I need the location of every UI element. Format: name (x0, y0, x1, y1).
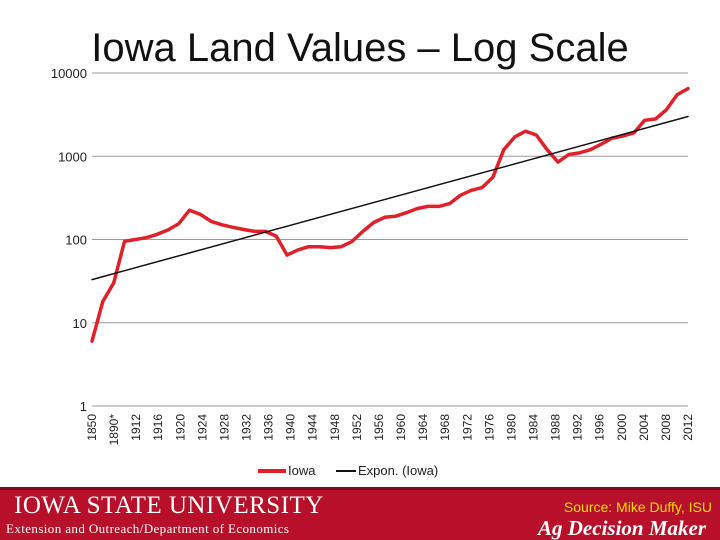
x-tick-label: 1952 (349, 414, 364, 441)
footer-bar (0, 490, 720, 540)
x-axis-ticks (85, 414, 695, 446)
slide-title: Iowa Land Values – Log Scale (91, 26, 629, 70)
x-tick-label: 1956 (371, 414, 386, 441)
series-line-iowa (92, 89, 688, 342)
y-tick-label: 10000 (50, 66, 87, 81)
x-tick-label: 1940 (283, 414, 298, 441)
x-tick-label: 1964 (416, 414, 431, 441)
department-label: Extension and Outreach/Department of Economics (6, 521, 290, 536)
x-tick-label: 2008 (658, 414, 673, 441)
legend-item-expon-label: Expon. (Iowa) (358, 463, 439, 478)
x-tick-label: 1984 (526, 414, 541, 441)
x-tick-label: 1992 (570, 414, 585, 441)
grid-lines (92, 73, 688, 406)
x-tick-label: 1928 (217, 414, 232, 441)
x-tick-label: 1890* (107, 414, 122, 446)
y-tick-label: 1000 (58, 149, 87, 165)
x-tick-label: 1920 (173, 414, 188, 441)
brand-wordmark: Ag Decision Maker (538, 516, 706, 540)
x-tick-label: 2012 (681, 414, 695, 441)
x-tick-label: 2004 (636, 414, 651, 441)
x-tick-label: 1936 (261, 414, 276, 441)
source-label: Source: Mike Duffy, ISU (563, 499, 712, 515)
x-tick-label: 1968 (438, 414, 453, 441)
y-tick-label: 100 (65, 232, 87, 248)
x-tick-label: 1944 (305, 414, 320, 441)
legend (258, 463, 438, 478)
x-tick-label: 1932 (239, 414, 254, 441)
legend-item-iowa-label: Iowa (288, 463, 316, 478)
x-tick-label: 1916 (151, 414, 166, 441)
y-tick-label: 1 (79, 399, 87, 414)
y-axis-ticks (51, 66, 87, 414)
x-tick-label: 2000 (614, 414, 629, 441)
x-tick-label: 1912 (129, 414, 144, 441)
university-wordmark: IOWA STATE UNIVERSITY (14, 492, 324, 519)
x-tick-label: 1976 (482, 414, 497, 441)
x-tick-label: 1924 (195, 414, 210, 441)
y-tick-label: 10 (72, 315, 87, 331)
x-tick-label: 1850 (85, 414, 99, 441)
x-tick-label: 1980 (504, 414, 519, 441)
x-tick-label: 1972 (460, 414, 475, 441)
series-lines (92, 89, 688, 342)
x-tick-label: 1960 (394, 414, 409, 441)
series-line-exponential-trend (92, 117, 688, 280)
x-tick-label: 1948 (327, 414, 342, 441)
x-tick-label: 1996 (592, 414, 607, 441)
x-tick-label: 1988 (548, 414, 563, 441)
